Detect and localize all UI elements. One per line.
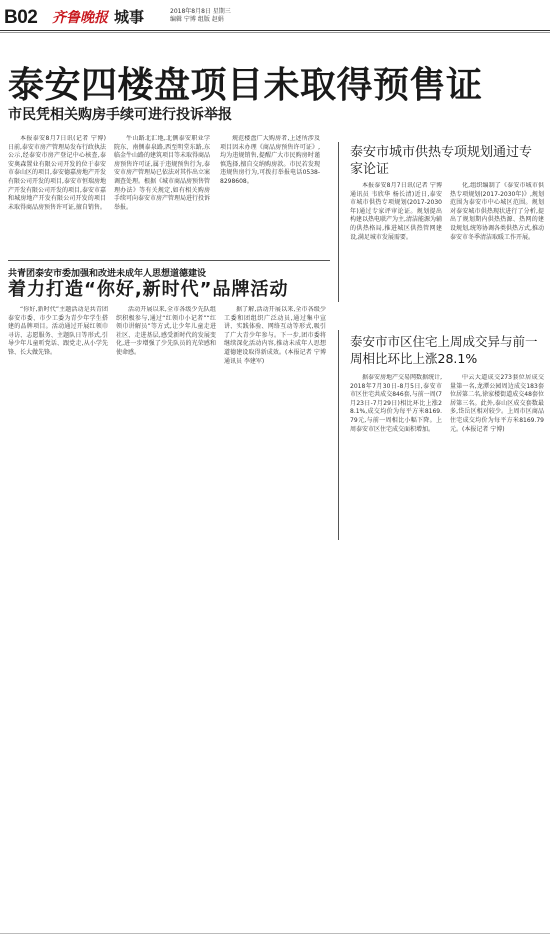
main-headline: 泰安四楼盘项目未取得预售证: [8, 65, 483, 106]
community-title: 着力打造“你好,新时代”品牌活动: [8, 279, 289, 300]
page-number: B02: [4, 7, 38, 28]
main-article-text: 规范楼盘广大购房者,上述所涉及项目因未办理《商品房预售许可证》,均为违规销售,提醒广大市民购房时谨慎选择,擅自交纳购房款。市民若发现违规售房行为,可拨打举报电话0538-8298608。: [220, 135, 320, 185]
sidebox1-text: 化,组织编制了《泰安市城市供热专项规划(2017-2030年)》,规划范围为泰安市中心城区范围。规划对泰安城市供热现状进行了分析,提出了规划期内供热热源、热网的建设规划,统筹协调各类供热方式,推动泰安市冬季清洁取暖工作开展。: [450, 182, 544, 241]
date-line: [170, 8, 231, 24]
issue-date: 2018年8月8日 星期三: [170, 8, 231, 15]
sidebox2-title: 泰安市市区住宅上周成交异与前一周相比环比上涨28.1%: [350, 334, 538, 366]
sidebox2-col2: [450, 374, 544, 536]
editor-credit: 编辑 宁博 组版 赵娟: [170, 16, 224, 23]
sidebox2-text: 中云大道成交273套位居成交量第一名,龙潭公园周边成交183套位居第二名,徐家楼街道成交48套位居第三名。此外,泰山区成交套数最多,岱岳区相对较少。上周市区商品住宅成交均价为每平方米8169.79元。(本报记者 宁博): [450, 374, 544, 433]
page-bottom-rule: [0, 933, 550, 934]
sidebox1-text: 本报泰安8月7日讯(记者 宁博 通讯员 韦欣华 杨长清)近日,泰安市城市供热专项规划(2017-2030年)通过专家评审论证。规划提出构建以热电联产为主,清洁能源为辅的供热格局,推进城区供热管网建设,满足城市发展需要。: [350, 182, 442, 241]
newspaper-logo: 齐鲁晚报: [52, 10, 108, 26]
section-divider: [8, 260, 330, 261]
sidebox-divider: [338, 330, 339, 540]
community-col1: [8, 306, 108, 536]
community-text: “你好,新时代”主题活动是共青团泰安市委、市少工委为青少年学生搭建的品牌项目。活动通过开展红领巾寻访、志愿服务、主题队日等形式,引导少年儿童听党话、跟党走,从小学先锋、长大做先锋。: [8, 306, 108, 356]
main-subhead: 市民凭相关购房手续可进行投诉举报: [8, 107, 232, 123]
sidebox1-title: 泰安市城市供热专项规划通过专家论证: [350, 145, 533, 177]
community-text: 据了解,活动开展以来,全市各级少工委和团组织广泛动员,通过集中宣讲、实践体验、网络互动等形式,吸引了广大青少年参与。下一步,团市委将继续深化活动内容,推动未成年人思想道德建设取得新成效。(本报记者 宁博 通讯员 李建军): [224, 306, 326, 365]
sidebox-divider: [338, 142, 339, 302]
sidebox2-text: 据泰安房地产交易网数据统计,2018年7月30日-8月5日,泰安市市区住宅共成交846套,与前一周(7月23日-7月29日)相比环比上涨28.1%,成交均价为每平方米8169.79元,与前一周相比小幅下降。上周泰安市区住宅成交面积增加。: [350, 374, 442, 433]
main-article-col2: [114, 135, 210, 253]
header-rule-thin: [0, 32, 550, 33]
community-text: 活动开展以来,全市各级少先队组织积极参与,通过“红领巾小记者”“红领巾讲解员”等方式,让少年儿童走进社区、走进基层,感受新时代的发展变化,进一步增强了少先队员的光荣感和使命感。: [116, 306, 216, 356]
sidebox1-col2: [450, 182, 544, 294]
main-article-text: 牛山路北汇地,北侧泰安职业学院东、南侧泰泉路,西至明堂东路,东临金牛山路的建筑项目等未取得商品房预售许可证,属于违规预售行为,泰安市房产管理局已依法对其作出立案调查处理。根据《城市商品房预售管理办法》等有关规定,如有相关购房手续可向泰安市房产管理局进行投诉举报。: [114, 135, 210, 211]
sidebox2-col1: [350, 374, 442, 536]
community-col2: [116, 306, 216, 536]
sidebox1-col1: [350, 182, 442, 294]
section-name: 城事: [114, 8, 145, 26]
main-article-col1: [8, 135, 106, 253]
main-article-col3: [220, 135, 320, 253]
main-article-text: 本报泰安8月7日讯(记者 宁博)日前,泰安市房产管理局发布行政执法公示,经泰安市房产登记中心核查,泰安奥森置业有限公司开发的位于泰安市泰山区的项目,泰安德嘉房地产开发有限公司开发的项目,泰安市恒瑞房地产开发有限公司开发的项目,泰安市嘉和城房地产开发有限公司开发的项目未取得商品房预售许可证,擅自销售。: [8, 135, 106, 211]
header-rule: [0, 30, 550, 31]
community-col3: [224, 306, 326, 536]
community-kicker: 共青团泰安市委加强和改进未成年人思想道德建设: [8, 269, 207, 279]
